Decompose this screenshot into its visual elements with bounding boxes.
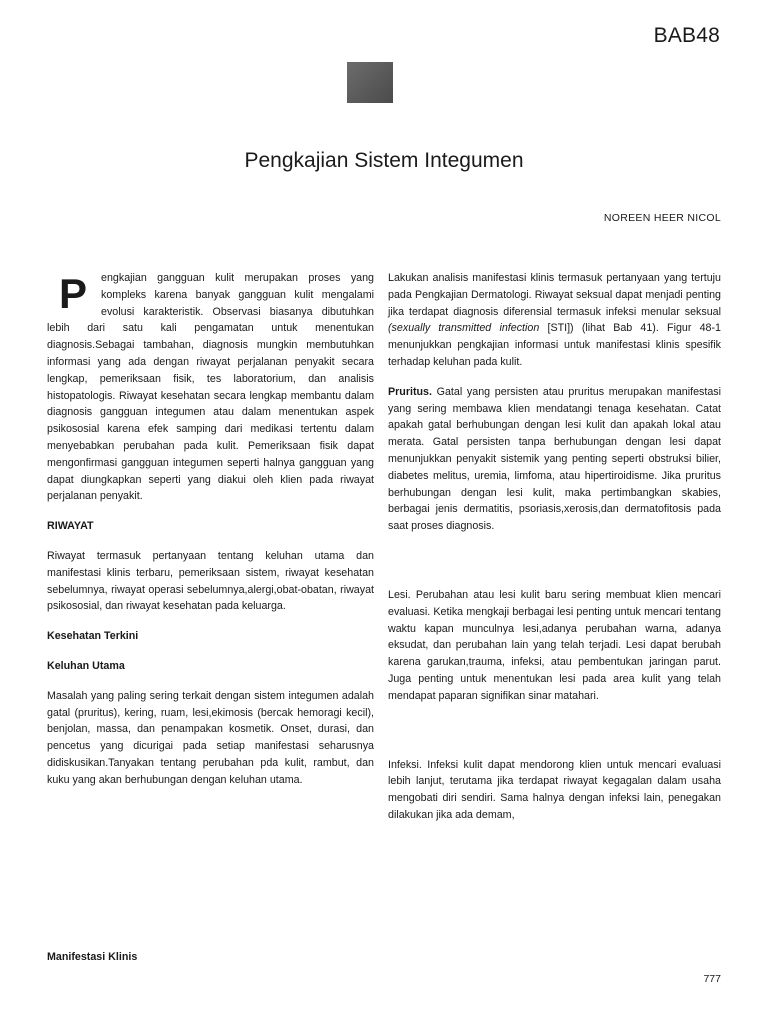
analysis-text-start: Lakukan analisis manifestasi klinis termasuk pertanyaan yang tertuju pada Pengkajian Dermatologi. Riwayat seksual dapat menjadi penting jika terdapat diagnosis diferensial termasuk infeksi menular seksual: [388, 272, 721, 318]
heading-kesehatan-terkini: Kesehatan Terkini: [47, 630, 139, 643]
pruritus-text: Gatal yang persisten atau pruritus merupakan manifestasi yang sering membawa klien mendatangi tenaga kesehatan. Catat apakah gatal berhubungan dengan lesi kulit dan apakah lokal atau merata. Gatal persisten tanpa berhubungan dengan lesi dapat menunjukkan penyakit sistemik yang penting seperti obstruksi bilier, diabetes melitus, uremia, limfoma, atau hipertiroidisme. Jika pruritus berhubungan dengan lesi kulit, maka pertimbangkan skabies, berbagai jenis dermatitis, psoriasis,xerosis,dan dermatofitosis pada saat proses diagnosis.: [388, 385, 721, 533]
pruritus-label: Pruritus.: [388, 385, 432, 398]
keluhan-paragraph: Masalah yang paling sering terkait dengan sistem integumen adalah gatal (pruritus), kering, ruam, lesi,ekimosis (bercak hemoragi kecil), benjolan, massa, dan penampakan kosmetik. Onset, durasi, dan pencetus yang dicurigai pada setiap manifestasi seharusnya didiskusikan.Tanyakan tentang perubahan pda kulit, rambut, dan kuku yang akan berhubungan dengan keluhan utama.: [47, 689, 374, 786]
infeksi-paragraph: Infeksi. Infeksi kulit dapat mendorong klien untuk mencari evaluasi lebih lanjut, terutama jika terdapat riwayat kegagalan dalam usaha mengobati diri sendiri. Sama halnya dengan infeksi lain, penegakan dilakukan jika ada demam,: [388, 758, 721, 821]
intro-text: engkajian gangguan kulit merupakan proses yang kompleks karena banyak gangguan kulit mengalami evolusi karakteristik. Observasi biasanya dibutuhkan lebih dari satu kali pengamatan untuk menentukan diagnosis.Sebagai tambahan, diagnosis mungkin membutuhkan informasi yang ada dengan riwayat perjalanan penyakit secara lengkap, pemeriksaan fisik, tes laboratorium, dan analisis histopatologis. Riwayat kesehatan secara lengkap membantu dalam diagnosis gangguan integumen atau dalam menentukan aspek psikososial karena efek samping dari medikasi tertentu dalam menyebabkan perubahan pada kulit. Pemeriksaan fisik dapat mengonfirmasi gangguan integumen seperti halnya gangguan yang dapat diungkapkan seperti yang diakui oleh klien pada riwayat perjalanan penyakit.: [47, 272, 374, 503]
analysis-paragraph: [388, 270, 721, 371]
riwayat-paragraph: Riwayat termasuk pertanyaan tentang keluhan utama dan manifestasi klinis terbaru, pemeriksaan sistem, riwayat kesehatan sebelumnya, riwayat operasi sebelumnya,alergi,obat-obatan, riwayat psikososial, dan riwayat kesehatan pada keluarga.: [47, 549, 374, 613]
heading-manifestasi-klinis: Manifestasi Klinis: [47, 951, 138, 963]
heading-riwayat: RIWAYAT: [47, 520, 94, 533]
heading-keluhan-utama: Keluhan Utama: [47, 659, 125, 672]
pruritus-paragraph: [388, 384, 721, 535]
page-title: Pengkajian Sistem Integumen: [244, 149, 524, 172]
analysis-italic-term: (sexually transmitted infection: [388, 322, 540, 335]
lesi-paragraph: Lesi. Perubahan atau lesi kulit baru sering membuat klien mencari evaluasi. Ketika mengkaji berbagai lesi penting untuk mencari tentang waktu kapan munculnya lesi,adanya perubahan warna, adanya eksudat, dan perubahan lain yang telah terjadi. Lesi dapat berubah karena garukan,trauma, infeksi, atau pembentukan jaringan parut. Juga penting untuk menentukan lesi pada area kulit yang telah mendapat paparan signifikan sinar matahari.: [388, 588, 721, 702]
author-name: NOREEN HEER NICOL: [603, 212, 721, 224]
chapter-image-block: [347, 62, 393, 103]
left-column: [47, 270, 374, 789]
page-number: 777: [703, 973, 721, 985]
analysis-text-end: [STI]) (lihat Bab 41). Figur 48-1 menunjukkan pengkajian informasi untuk manifestasi klinis spesifik terhadap keluhan pada kulit.: [388, 322, 721, 368]
intro-paragraph: [47, 270, 374, 505]
right-column: [388, 270, 721, 824]
chapter-label: BAB48: [653, 24, 720, 47]
drop-cap: P: [59, 270, 88, 317]
